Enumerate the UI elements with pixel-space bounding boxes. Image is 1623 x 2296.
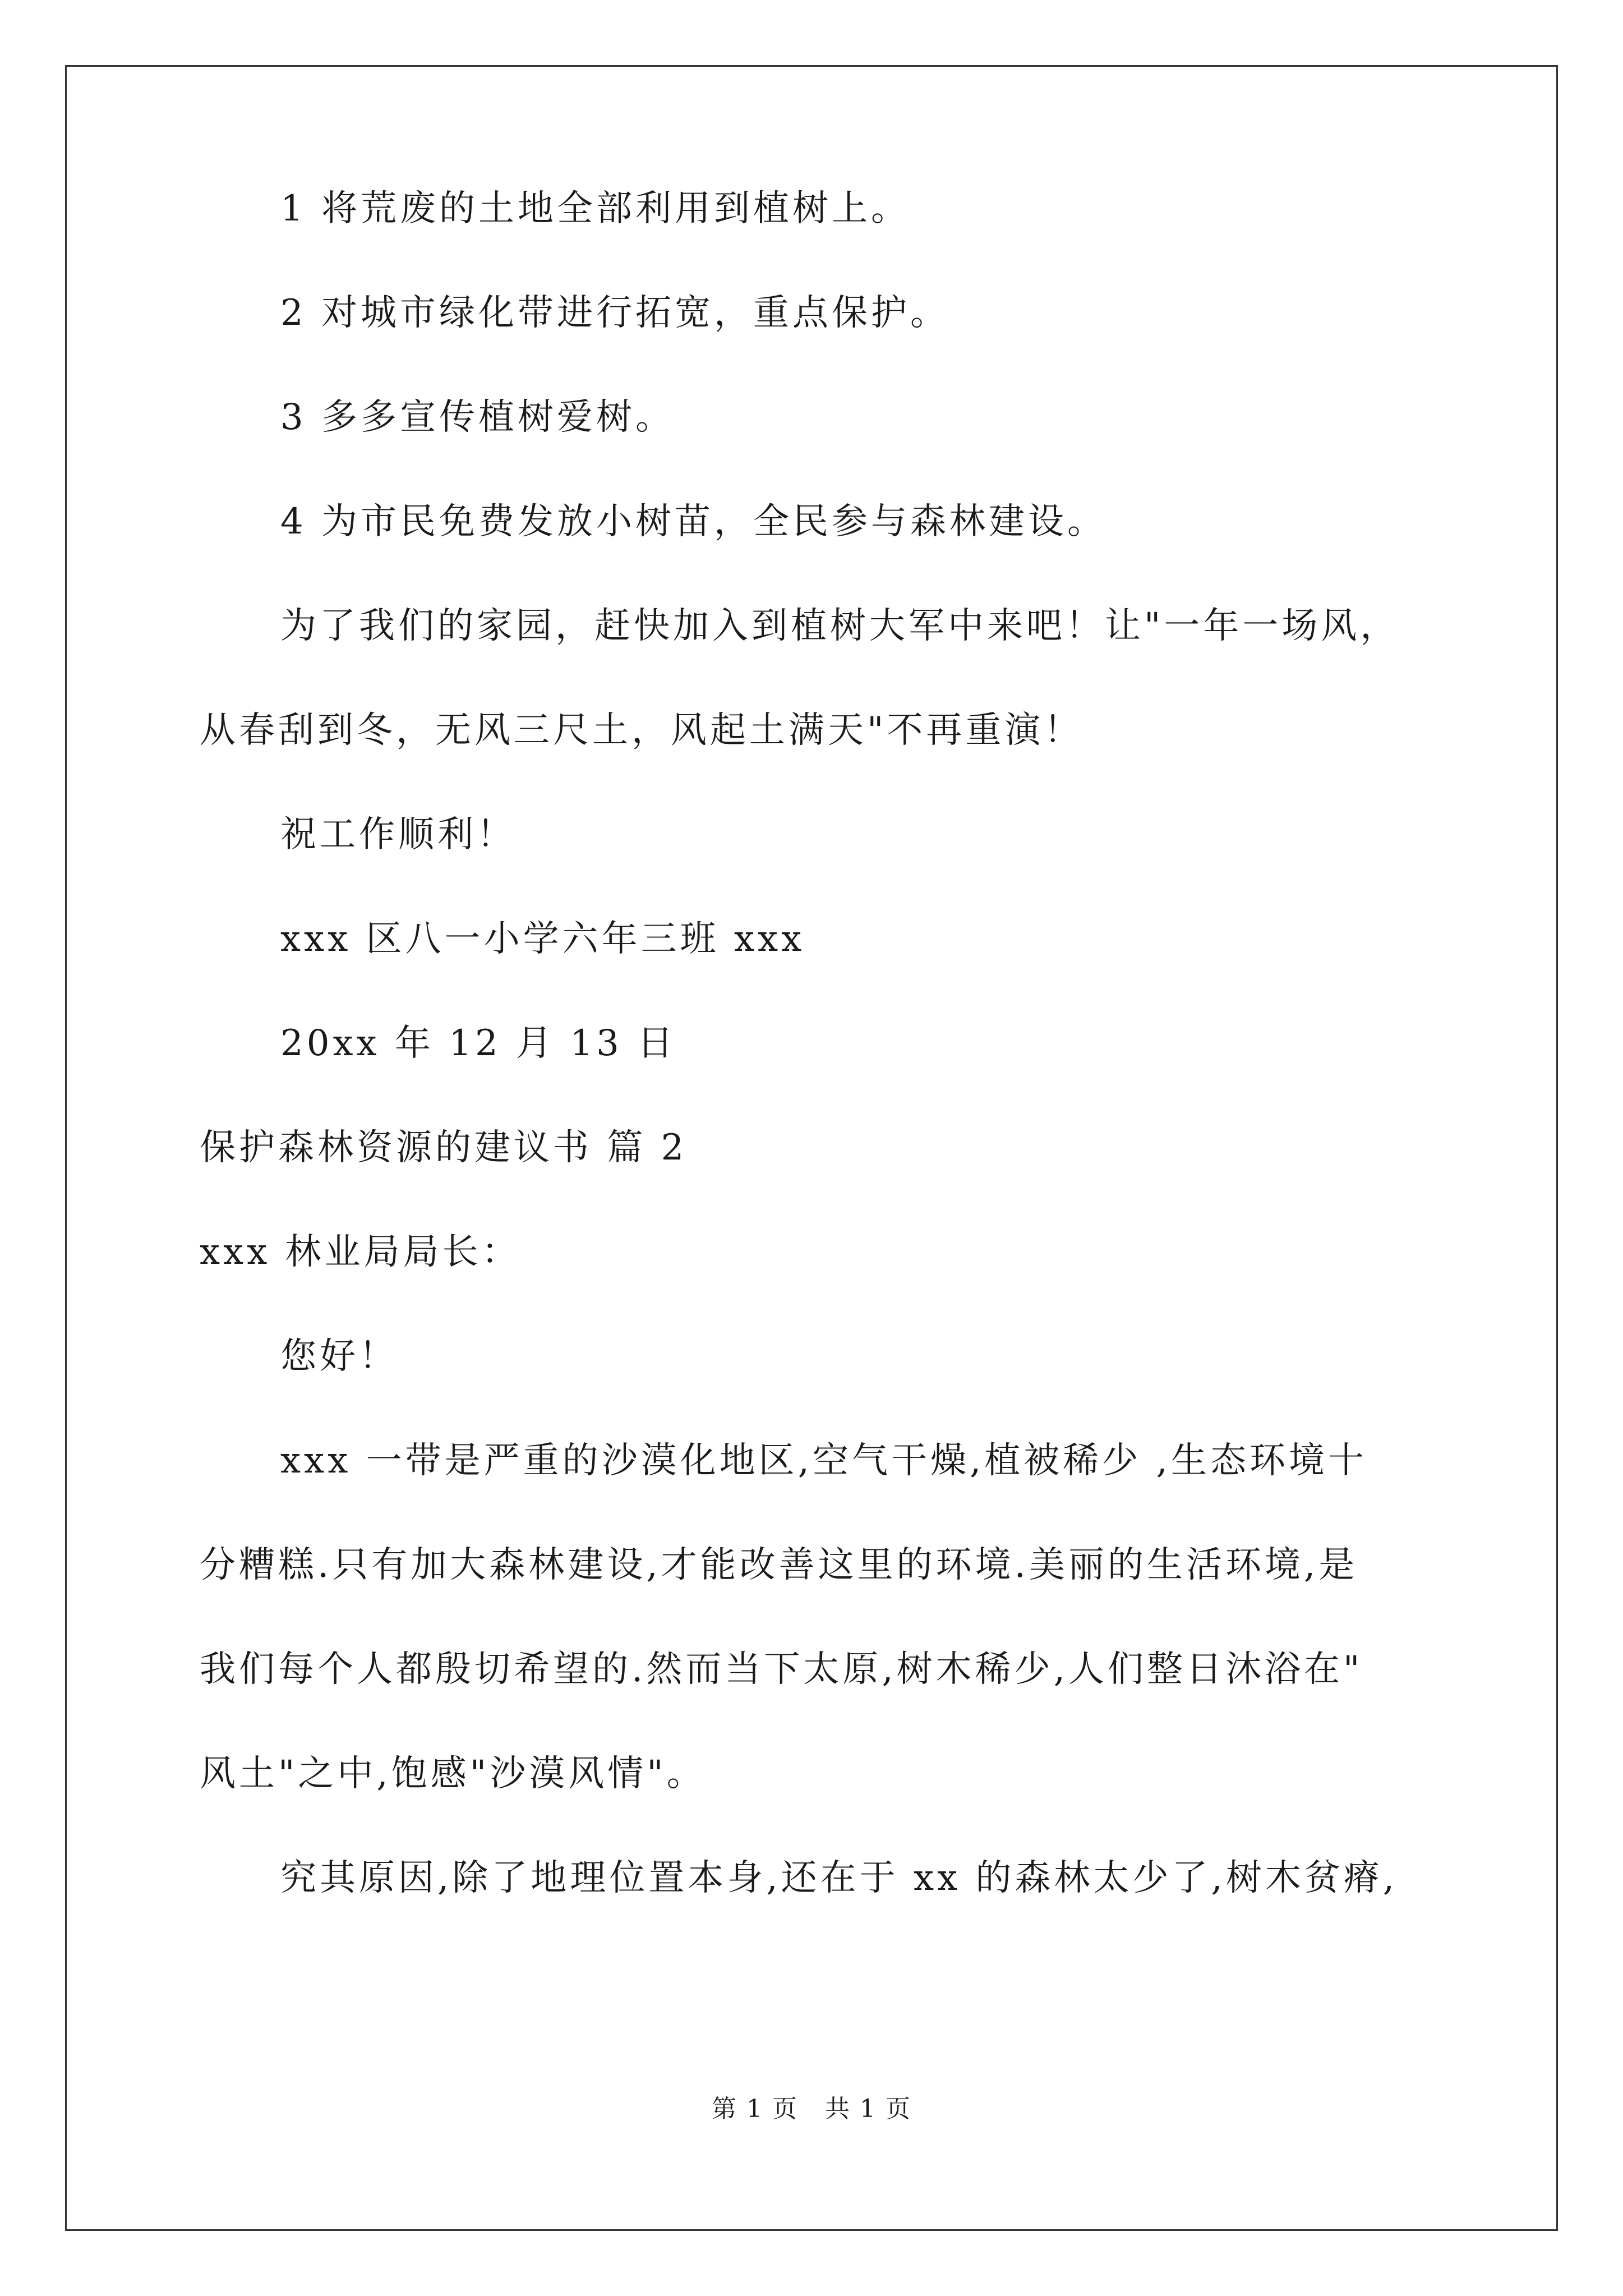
- paragraph-line: 分糟糕.只有加大森林建设,才能改善这里的环境.美丽的生活环境,是: [200, 1544, 1358, 1586]
- page-number-footer: 第 1 页 共 1 页: [712, 2095, 911, 2123]
- date-line: 20xx 年 12 月 13 日: [280, 1023, 677, 1064]
- list-item-1: 1 将荒废的土地全部利用到植树上。: [280, 188, 911, 229]
- paragraph-line: xxx 一带是严重的沙漠化地区,空气干燥,植被稀少 ,生态环境十: [280, 1440, 1367, 1481]
- list-item-3: 3 多多宣传植树爱树。: [280, 397, 675, 438]
- paragraph-line: 从春刮到冬，无风三尺土，风起土满天"不再重演！: [200, 710, 1083, 751]
- closing-line: 祝工作顺利！: [280, 814, 516, 855]
- greeting-line: 您好！: [280, 1336, 398, 1377]
- paragraph-line: 究其原因,除了地理位置本身,还在于 xx 的森林太少了,树木贫瘠,: [280, 1857, 1398, 1899]
- paragraph-line: 风土"之中,饱感"沙漠风情"。: [200, 1753, 706, 1795]
- list-item-2: 2 对城市绿化带进行拓宽，重点保护。: [280, 292, 950, 334]
- paragraph-line: 我们每个人都殷切希望的.然而当下太原,树木稀少,人们整日沐浴在": [200, 1649, 1363, 1690]
- addressee-line: xxx 林业局局长：: [200, 1231, 521, 1273]
- section-title: 保护森林资源的建议书 篇 2: [200, 1127, 688, 1168]
- signature-line: xxx 区八一小学六年三班 xxx: [280, 918, 805, 960]
- list-item-4: 4 为市民免费发放小树苗，全民参与森林建设。: [280, 501, 1107, 542]
- paragraph-line: 为了我们的家园，赶快加入到植树大军中来吧！让"一年一场风，: [280, 605, 1400, 647]
